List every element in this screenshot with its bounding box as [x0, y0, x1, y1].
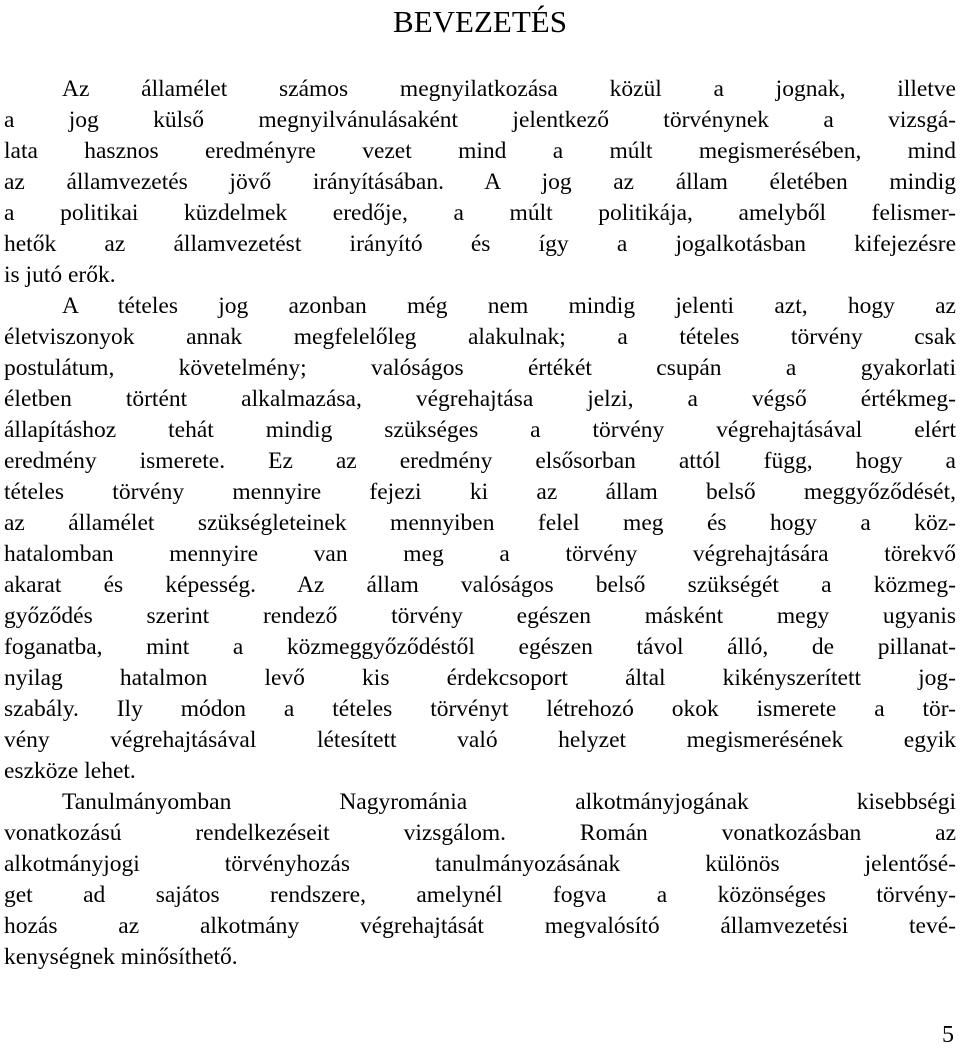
- text-line: tételes törvény mennyire fejezi ki az állam belső meggyőződését,: [4, 479, 956, 505]
- text-line: kenységnek minősíthető.: [4, 944, 238, 970]
- text-line: is jutó erők.: [4, 262, 116, 288]
- text-line: a jog külső megnyilvánulásaként jelentkező törvénynek a vizsgá-: [4, 107, 956, 133]
- body-text: [4, 74, 956, 973]
- page-number: 5: [942, 1022, 954, 1048]
- page-title: BEVEZETÉS: [393, 4, 567, 39]
- text-line: a politikai küzdelmek eredője, a múlt politikája, amelyből felismer-: [4, 200, 956, 226]
- text-line: alkotmányjogi törvényhozás tanulmányozásának különös jelentősé-: [4, 851, 956, 877]
- text-line: életben történt alkalmazása, végrehajtása jelzi, a végső értékmeg-: [4, 386, 956, 412]
- text-line: nyilag hatalmon levő kis érdekcsoport által kikényszerített jog-: [4, 665, 956, 691]
- text-line: eszköze lehet.: [4, 758, 136, 784]
- text-line: vény végrehajtásával létesített való helyzet megismerésének egyik: [4, 727, 956, 753]
- text-line: az államélet szükségleteinek mennyiben felel meg és hogy a köz-: [4, 510, 956, 536]
- text-line: az államvezetés jövő irányításában. A jog az állam életében mindig: [4, 169, 956, 195]
- text-line: A tételes jog azonban még nem mindig jelenti azt, hogy az: [62, 293, 956, 319]
- paragraph-3: [4, 787, 956, 973]
- text-line: vonatkozású rendelkezéseit vizsgálom. Román vonatkozásban az: [4, 820, 956, 846]
- text-line: Tanulmányomban Nagyrománia alkotmányjogának kisebbségi: [62, 789, 956, 815]
- text-line: foganatba, mint a közmeggyőződéstől egészen távol álló, de pillanat-: [4, 634, 956, 660]
- text-line: Az államélet számos megnyilatkozása közül a jognak, illetve: [62, 76, 956, 102]
- text-line: szabály. Ily módon a tételes törvényt létrehozó okok ismerete a tör-: [4, 696, 956, 722]
- text-line: postulátum, követelmény; valóságos értékét csupán a gyakorlati: [4, 355, 956, 381]
- text-line: eredmény ismerete. Ez az eredmény elsősorban attól függ, hogy a: [4, 448, 956, 474]
- text-line: győződés szerint rendező törvény egészen másként megy ugyanis: [4, 603, 956, 629]
- paragraph-2: [4, 291, 956, 787]
- text-line: get ad sajátos rendszere, amelynél fogva a közönséges törvény-: [4, 882, 956, 908]
- text-line: hatalomban mennyire van meg a törvény végrehajtására törekvő: [4, 541, 956, 567]
- text-line: lata hasznos eredményre vezet mind a múlt megismerésében, mind: [4, 138, 956, 164]
- text-line: hozás az alkotmány végrehajtását megvalósító államvezetési tevé-: [4, 913, 956, 939]
- text-line: állapításhoz tehát mindig szükséges a törvény végrehajtásával elért: [4, 417, 956, 443]
- text-line: hetők az államvezetést irányító és így a jogalkotásban kifejezésre: [4, 231, 956, 257]
- text-line: életviszonyok annak megfelelőleg alakulnak; a tételes törvény csak: [4, 324, 956, 350]
- paragraph-1: [4, 74, 956, 291]
- text-line: akarat és képesség. Az állam valóságos belső szükségét a közmeg-: [4, 572, 956, 598]
